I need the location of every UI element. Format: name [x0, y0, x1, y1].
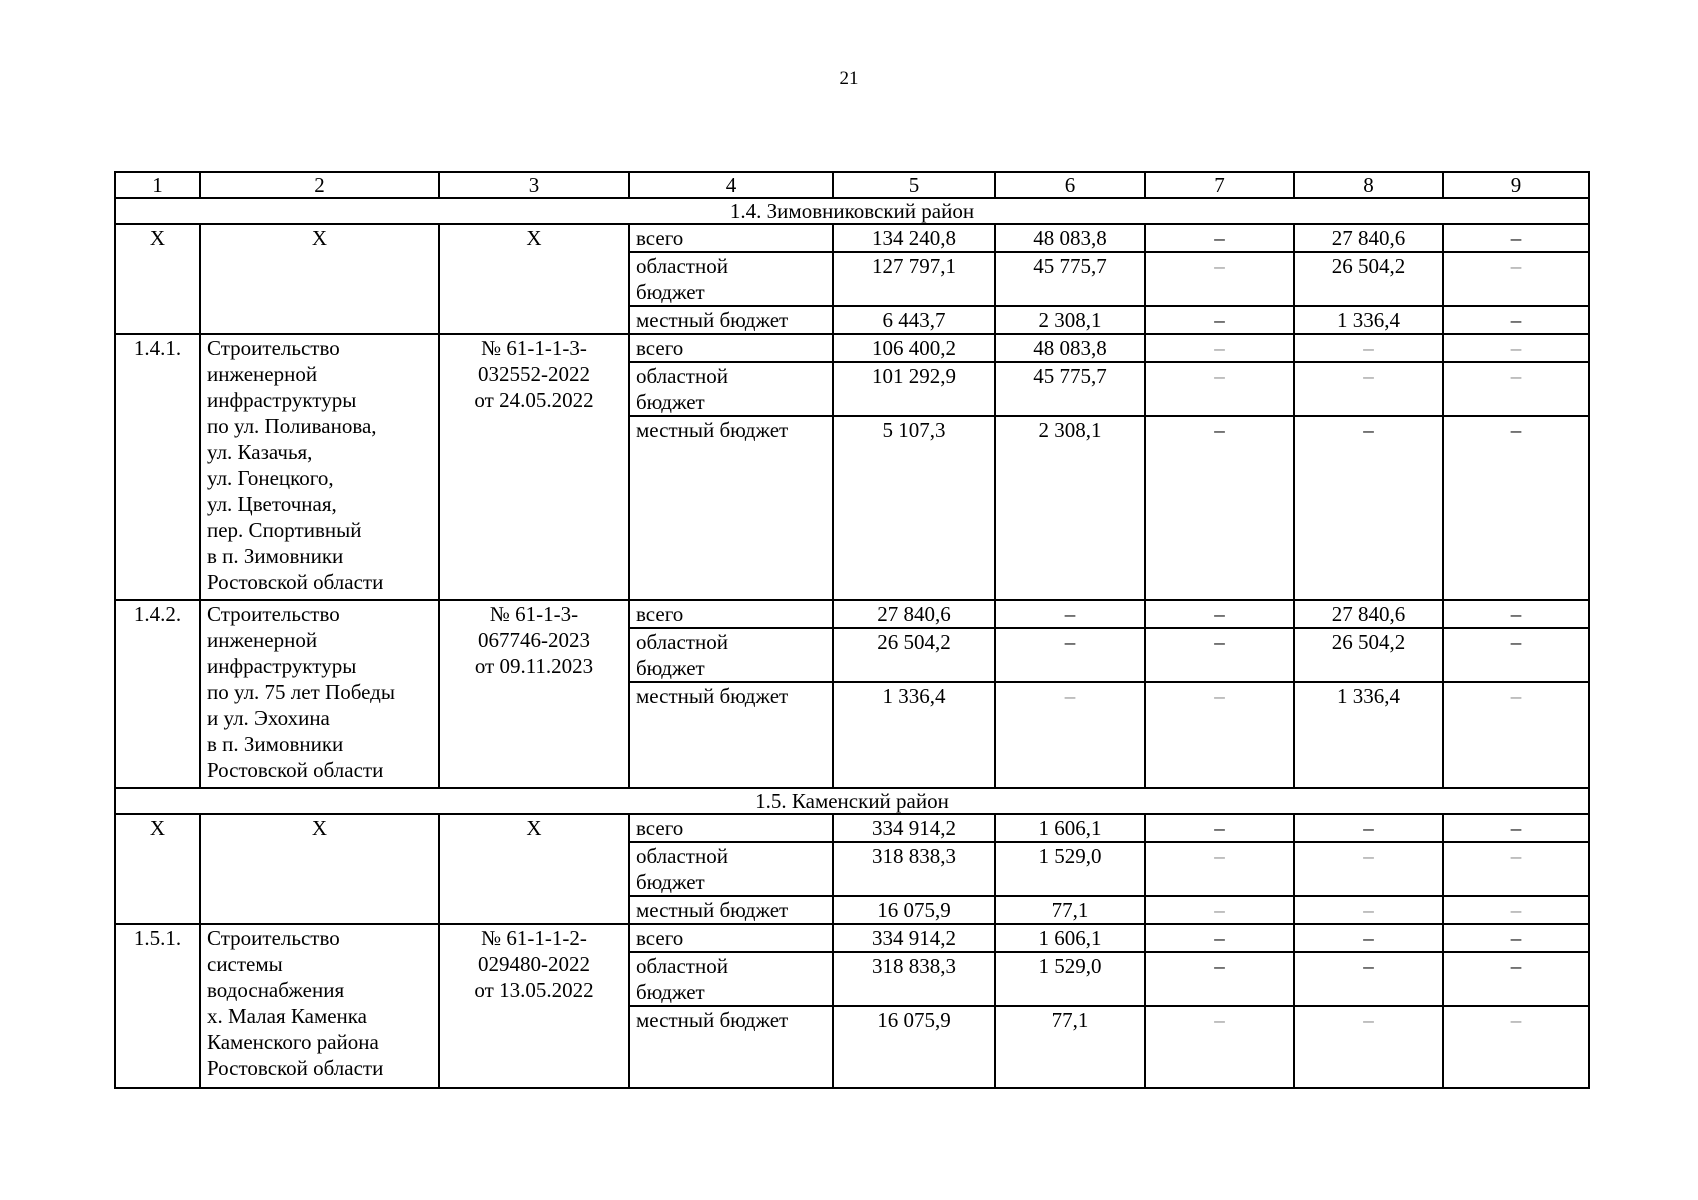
value-cell: 1 529,0: [995, 952, 1145, 1006]
item-number: 1.4.1.: [115, 334, 200, 600]
value-cell: 127 797,1: [833, 252, 995, 306]
value-cell: –: [1294, 334, 1443, 362]
value-cell: –: [1145, 306, 1294, 334]
value-cell: –: [1145, 252, 1294, 306]
value-cell: –: [1145, 628, 1294, 682]
value-cell: 1 529,0: [995, 842, 1145, 896]
value-cell: –: [995, 628, 1145, 682]
value-cell: 101 292,9: [833, 362, 995, 416]
object-name: Строительство системы водоснабжения х. Малая Каменка Каменского района Ростовской области: [200, 924, 439, 1088]
table-row: [115, 924, 1589, 952]
value-cell: 45 775,7: [995, 362, 1145, 416]
value-cell: –: [1294, 924, 1443, 952]
column-number: 7: [1145, 172, 1294, 198]
funding-label: областной бюджет: [629, 952, 833, 1006]
value-cell: –: [1145, 952, 1294, 1006]
value-cell: –: [1145, 334, 1294, 362]
item-number: 1.5.1.: [115, 924, 200, 1088]
value-cell: –: [1443, 682, 1589, 788]
object-name: Строительство инженерной инфраструктуры по ул. Поливанова, ул. Казачья, ул. Гонецкого, ул. Цветочная, пер. Спортивный в п. Зимовники Ростовской области: [200, 334, 439, 600]
funding-label: всего: [629, 814, 833, 842]
total-marker: Х: [200, 814, 439, 924]
section-title: 1.4. Зимовниковский район: [115, 198, 1589, 224]
funding-label: местный бюджет: [629, 416, 833, 600]
value-cell: –: [1294, 842, 1443, 896]
section-heading-row: [115, 788, 1589, 814]
value-cell: –: [1443, 416, 1589, 600]
column-number: 2: [200, 172, 439, 198]
value-cell: 334 914,2: [833, 814, 995, 842]
value-cell: 318 838,3: [833, 952, 995, 1006]
total-marker: Х: [200, 224, 439, 334]
value-cell: –: [1145, 814, 1294, 842]
table-row: [115, 814, 1589, 842]
column-number: 4: [629, 172, 833, 198]
funding-label: местный бюджет: [629, 1006, 833, 1088]
value-cell: 26 504,2: [1294, 252, 1443, 306]
value-cell: 134 240,8: [833, 224, 995, 252]
value-cell: 6 443,7: [833, 306, 995, 334]
value-cell: –: [1443, 334, 1589, 362]
value-cell: –: [1145, 896, 1294, 924]
funding-label: всего: [629, 224, 833, 252]
table-row: [115, 224, 1589, 252]
funding-label: местный бюджет: [629, 896, 833, 924]
value-cell: 334 914,2: [833, 924, 995, 952]
section-heading-row: [115, 198, 1589, 224]
total-marker: Х: [439, 814, 629, 924]
value-cell: –: [995, 600, 1145, 628]
value-cell: –: [1145, 682, 1294, 788]
value-cell: –: [1294, 1006, 1443, 1088]
value-cell: 16 075,9: [833, 1006, 995, 1088]
column-number-row: [115, 172, 1589, 198]
value-cell: –: [1145, 362, 1294, 416]
funding-label: местный бюджет: [629, 306, 833, 334]
value-cell: 1 336,4: [1294, 306, 1443, 334]
value-cell: 27 840,6: [1294, 224, 1443, 252]
value-cell: –: [1294, 814, 1443, 842]
total-marker: Х: [439, 224, 629, 334]
value-cell: –: [1443, 224, 1589, 252]
funding-label: местный бюджет: [629, 682, 833, 788]
funding-label: областной бюджет: [629, 362, 833, 416]
value-cell: –: [1443, 600, 1589, 628]
total-marker: Х: [115, 224, 200, 334]
value-cell: 16 075,9: [833, 896, 995, 924]
section-title: 1.5. Каменский район: [115, 788, 1589, 814]
value-cell: –: [1443, 842, 1589, 896]
value-cell: –: [1443, 252, 1589, 306]
value-cell: –: [1294, 952, 1443, 1006]
value-cell: –: [1443, 814, 1589, 842]
funding-label: всего: [629, 924, 833, 952]
document-reference: № 61-1-3- 067746-2023 от 09.11.2023: [439, 600, 629, 788]
value-cell: –: [1443, 362, 1589, 416]
value-cell: 48 083,8: [995, 334, 1145, 362]
value-cell: –: [1443, 306, 1589, 334]
item-number: 1.4.2.: [115, 600, 200, 788]
value-cell: 45 775,7: [995, 252, 1145, 306]
value-cell: 26 504,2: [833, 628, 995, 682]
page-number: 21: [839, 68, 859, 89]
value-cell: –: [995, 682, 1145, 788]
funding-label: всего: [629, 600, 833, 628]
funding-label: областной бюджет: [629, 842, 833, 896]
value-cell: –: [1145, 416, 1294, 600]
value-cell: 1 336,4: [833, 682, 995, 788]
funding-label: областной бюджет: [629, 252, 833, 306]
value-cell: –: [1443, 628, 1589, 682]
value-cell: –: [1145, 224, 1294, 252]
column-number: 5: [833, 172, 995, 198]
value-cell: –: [1443, 952, 1589, 1006]
value-cell: –: [1145, 1006, 1294, 1088]
budget-table: [114, 171, 1590, 1089]
funding-label: всего: [629, 334, 833, 362]
column-number: 6: [995, 172, 1145, 198]
value-cell: –: [1145, 842, 1294, 896]
total-marker: Х: [115, 814, 200, 924]
value-cell: 27 840,6: [833, 600, 995, 628]
column-number: 9: [1443, 172, 1589, 198]
value-cell: 106 400,2: [833, 334, 995, 362]
value-cell: 5 107,3: [833, 416, 995, 600]
value-cell: –: [1443, 896, 1589, 924]
document-reference: № 61-1-1-2- 029480-2022 от 13.05.2022: [439, 924, 629, 1088]
column-number: 8: [1294, 172, 1443, 198]
value-cell: –: [1294, 362, 1443, 416]
object-name: Строительство инженерной инфраструктуры по ул. 75 лет Победы и ул. Эхохина в п. Зимовники Ростовской области: [200, 600, 439, 788]
document-reference: № 61-1-1-3- 032552-2022 от 24.05.2022: [439, 334, 629, 600]
value-cell: 77,1: [995, 1006, 1145, 1088]
value-cell: 2 308,1: [995, 416, 1145, 600]
table-row: [115, 334, 1589, 362]
value-cell: 48 083,8: [995, 224, 1145, 252]
value-cell: 318 838,3: [833, 842, 995, 896]
value-cell: –: [1443, 1006, 1589, 1088]
column-number: 1: [115, 172, 200, 198]
table-row: [115, 600, 1589, 628]
value-cell: 27 840,6: [1294, 600, 1443, 628]
column-number: 3: [439, 172, 629, 198]
value-cell: –: [1294, 896, 1443, 924]
value-cell: 1 606,1: [995, 924, 1145, 952]
value-cell: 26 504,2: [1294, 628, 1443, 682]
value-cell: –: [1443, 924, 1589, 952]
value-cell: 1 336,4: [1294, 682, 1443, 788]
value-cell: 2 308,1: [995, 306, 1145, 334]
value-cell: 77,1: [995, 896, 1145, 924]
value-cell: –: [1294, 416, 1443, 600]
value-cell: 1 606,1: [995, 814, 1145, 842]
value-cell: –: [1145, 600, 1294, 628]
value-cell: –: [1145, 924, 1294, 952]
funding-label: областной бюджет: [629, 628, 833, 682]
